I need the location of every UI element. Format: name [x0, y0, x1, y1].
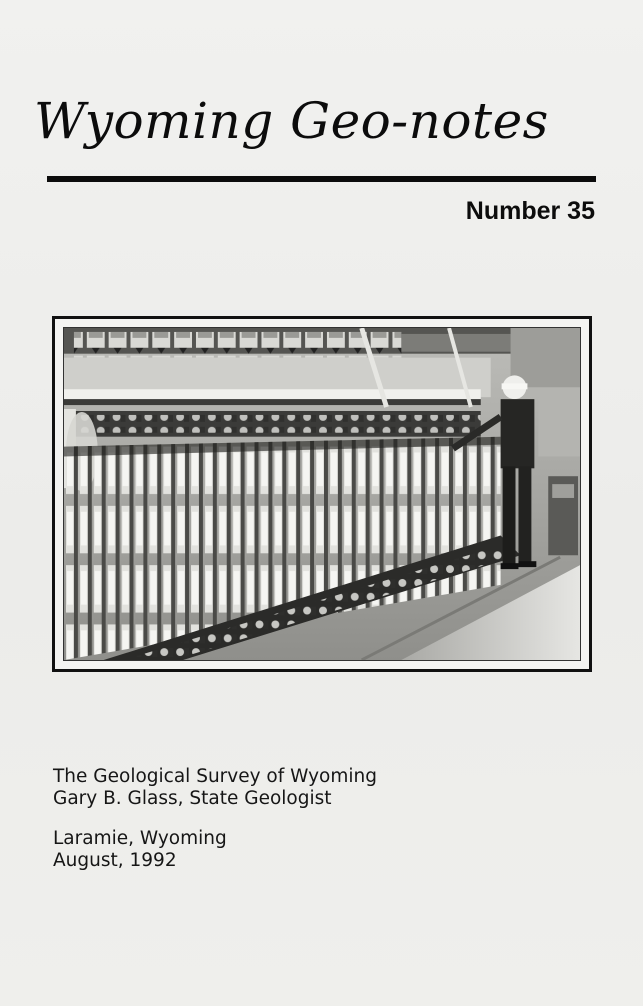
- factory-machinery-photo: [63, 327, 581, 661]
- publication-title: Wyoming Geo-notes: [34, 92, 549, 150]
- issue-number: Number 35: [465, 197, 595, 225]
- title-rule: [47, 176, 596, 182]
- cover-photo-frame: [52, 316, 592, 672]
- organization-name: The Geological Survey of Wyoming: [53, 766, 378, 787]
- state-geologist: Gary B. Glass, State Geologist: [53, 788, 332, 809]
- publication-date: August, 1992: [53, 850, 177, 871]
- publisher-info: [53, 766, 377, 872]
- spacer: [53, 810, 377, 828]
- machinery-illustration: [64, 328, 580, 660]
- publication-place: Laramie, Wyoming: [53, 828, 227, 849]
